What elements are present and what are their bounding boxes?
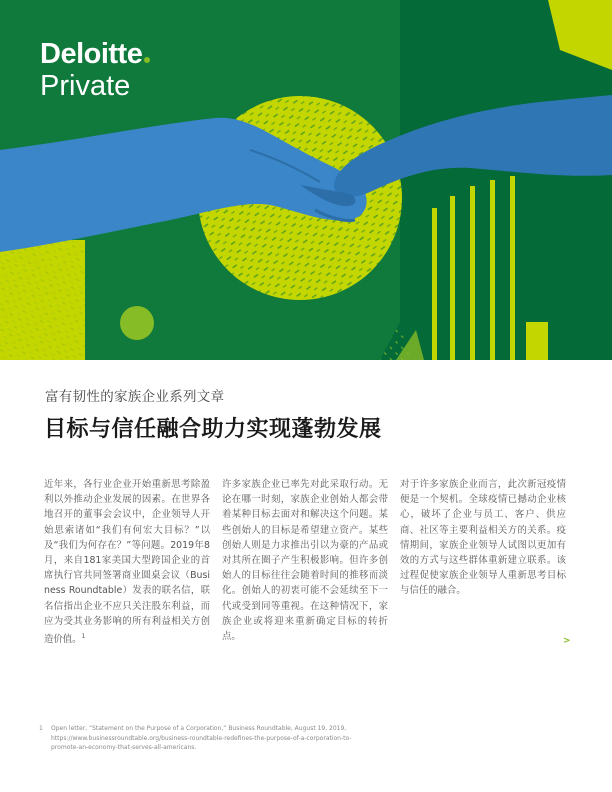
footnote-ref[interactable]: 1 [81,633,86,641]
brand-sub: Private [40,70,131,102]
body-column-1-text: 近年来，各行业企业开始重新思考除盈利以外推动企业发展的因素。在世界各地召开的董事会会议中，企业领导人开始思索诸如“我们有何宏大目标？”以及“我们为何存在？”等问题。2019年8月，来自181家美国大型跨国企业的首席执行官共同签署商业圆桌会议（Business Roundtable）发表的联名信，联名信指出企业不应只关注股东利益，而应为受其业务影响的所有利益相关方创造价值。 [44,479,210,646]
hero-illustration [0,0,612,360]
body-column-3: 对于许多家族企业而言，此次新冠疫情便是一个契机。全球疫情已撼动企业核心，破坏了企业与员工、客户、供应商、社区等主要利益相关方的关系。疫情期间，家族企业领导人试图以更加有效的方式与这些群体重新建立联系。该过程促使家族企业领导人重新思考目标与信任的融合。 [400,479,566,597]
page-title: 目标与信任融合助力实现蓬勃发展 [44,417,382,442]
footnote-number: 1 [39,725,43,732]
series-label: 富有韧性的家族企业系列文章 [45,389,225,405]
footnote [39,724,399,753]
footnote-line-1: Open letter, “Statement on the Purpose of a Corporation,” Business Roundtable, August 19, 2019, [51,725,347,732]
footnote-url-line-2[interactable]: promote-an-economy-that-serves-all-americans. [51,744,197,752]
body-column-1 [44,477,210,647]
body-column-2: 许多家族企业已率先对此采取行动。无论在哪一时刻，家族企业创始人都会带着某种目标去面对和解决这个问题。某些创始人的目标是希望建立资产。某些创始人则是力求推出引以为豪的产品或对其所在圈子产生积极影响。但许多创始人的目标往往会随着时间的推移而淡化。创始人的初衷可能不会延续至下一代或受到同等重视。在这种情况下，家族企业或将迎来重新确定目标的转折点。 [222,479,388,643]
brand-name: Deloitte [40,38,143,70]
next-page-arrow[interactable]: > [563,636,571,646]
brand-dot [144,57,150,63]
deloitte-private-logo [40,38,150,102]
footnote-url-line-1[interactable]: https://www.businessroundtable.org/business-roundtable-redefines-the-purpose-of-a-corporation-to- [51,734,352,742]
